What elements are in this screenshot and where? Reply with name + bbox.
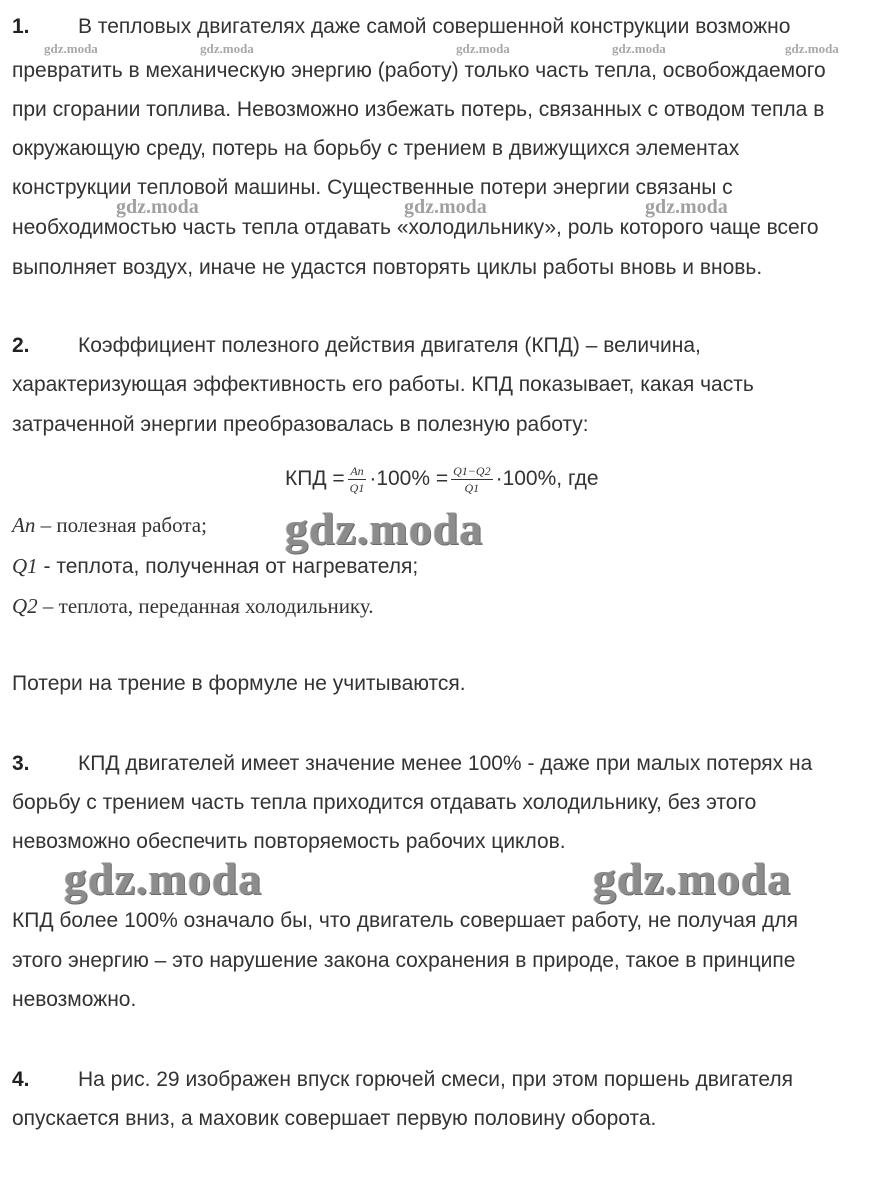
formula-lhs: КПД = [285,467,345,490]
s2-line-2: характеризующая эффективность его работы. КПД показывает, какая часть [12,373,754,396]
s4-line-2: опускается вниз, а маховик совершает первую половину оборота. [12,1107,657,1130]
s3-line-1-text: КПД двигателей имеет значение менее 100% - даже при малых потерях на [78,752,813,775]
watermark: gdz.moda [116,196,199,218]
s2-line-1-text: Коэффициент полезного действия двигателя (КПД) – величина, [78,334,701,357]
s3-line-2: борьбу с трением часть тепла приходится отдавать холодильнику, без этого [12,791,757,814]
s3-line-6: невозможно. [12,988,137,1011]
watermark: gdz.moda [64,853,263,904]
s1-line-6: необходимостью часть тепла отдавать «холодильнику», роль которого чаще всего [12,216,819,239]
def-text-3: теплота, переданная холодильнику. [58,594,374,618]
s1-line-5: конструкции тепловой машины. Существенные потери энергии связаны с [12,176,733,199]
s1-number: 1. [12,15,30,38]
fraction-2-numerator: Q1−Q2 [453,463,491,478]
s2-number: 2. [12,334,30,357]
fraction-1-numerator: Aп [350,463,364,478]
s2-line-1 [12,334,701,358]
s1-line-1-text: В тепловых двигателях даже самой совершенной конструкции возможно [78,15,791,38]
def-symbol-q1: Q1 [12,554,38,578]
s2-line-3: затраченной энергии преобразовалась в полезную работу: [12,413,589,436]
def-text-2: теплота, полученная от нагревателя; [56,555,419,578]
s4-line-1-text: На рис. 29 изображен впуск горючей смеси, при этом поршень двигателя [78,1068,794,1091]
def-dash-3: – [37,594,59,618]
def-dash-2: - [37,555,57,578]
fraction-1-denominator: Q1 [349,480,365,495]
watermark: gdz.moda [785,41,839,56]
watermark: gdz.moda [612,41,666,56]
s1-line-2: превратить в механическую энергию (работу) только часть тепла, освобождаемого [12,59,826,82]
formula-fraction-1 [348,464,367,495]
formula-times-2: ·100%, где [495,467,599,490]
s1-line-1 [12,15,790,39]
watermark: gdz.moda [645,196,728,218]
watermark: gdz.moda [456,41,510,56]
s3-line-3: невозможно обеспечить повторяемость рабочих циклов. [12,830,566,853]
def-symbol-ap: Aп [12,513,36,537]
s4-number: 4. [12,1068,30,1091]
watermark: gdz.moda [44,41,98,56]
watermark: gdz.moda [593,853,792,904]
watermark: gdz.moda [200,41,254,56]
efficiency-formula [285,456,599,502]
s3-line-1 [12,752,812,776]
s1-line-4: окружающую среду, потерь на борьбу с трением в движущихся элементах [12,137,740,160]
s4-line-1 [12,1068,793,1092]
def-heat-given [12,594,374,618]
def-useful-work [12,513,207,537]
def-symbol-q2: Q2 [12,594,38,618]
def-heat-received [12,554,418,579]
s3-line-5: этого энергию – это нарушение закона сохранения в природе, такое в принципе [12,949,796,972]
formula-fraction-2 [451,464,492,495]
s1-line-7: выполняет воздух, иначе не удастся повторять циклы работы вновь и вновь. [12,256,763,279]
def-dash-1: – [35,513,57,537]
def-text-1: полезная работа; [56,513,207,537]
watermark: gdz.moda [404,196,487,218]
s3-line-4: КПД более 100% означало бы, что двигатель совершает работу, не получая для [12,909,799,932]
s3-number: 3. [12,752,30,775]
fraction-2-denominator: Q1 [464,480,480,495]
watermark: gdz.moda [285,503,484,554]
s2-note: Потери на трение в формуле не учитываются. [12,672,466,695]
formula-times-1: ·100% = [369,467,449,490]
s1-line-3: при сгорании топлива. Невозможно избежать потерь, связанных с отводом тепла в [12,98,825,121]
